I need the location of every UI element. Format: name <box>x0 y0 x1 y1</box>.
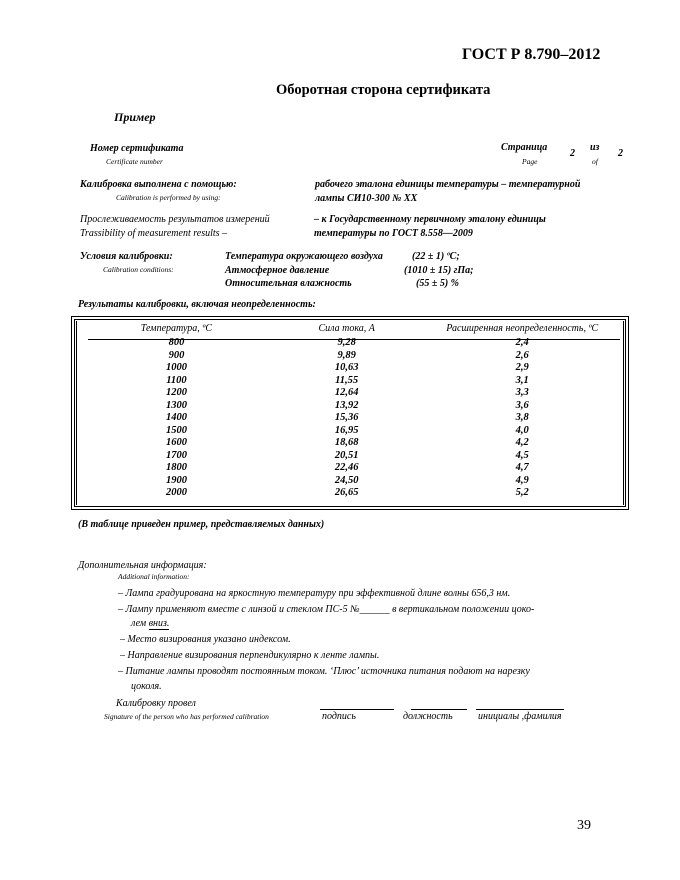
condition-humidity-label: Относительная влажность <box>225 278 352 289</box>
cell-current: 12,64 <box>334 387 359 398</box>
additional-item-2-cont-text: лем <box>131 618 147 629</box>
cell-temperature: 1600 <box>165 437 187 448</box>
traceability-label-en: Trassibility of measurement results – <box>80 228 228 239</box>
cell-current: 10,63 <box>334 362 359 373</box>
table-row <box>86 362 618 375</box>
cell-current: 22,46 <box>334 462 359 473</box>
additional-info-label: Дополнительная информация: <box>78 560 207 571</box>
cell-temperature: 1000 <box>165 362 187 373</box>
additional-item-2-cont <box>131 618 169 630</box>
additional-item-2-cont-underlined: вниз. <box>148 618 170 629</box>
cell-current: 26,65 <box>334 487 359 498</box>
cell-temperature: 900 <box>168 349 185 361</box>
cell-uncertainty: 4,2 <box>515 437 529 448</box>
cell-temperature: 1500 <box>165 424 187 436</box>
cell-temperature: 2000 <box>165 487 187 498</box>
conditions-label: Условия калибровки: <box>80 251 173 262</box>
calibration-by-label-en: Calibration is performed by using: <box>116 193 221 202</box>
additional-item-3: – Место визирования указано индексом. <box>120 634 291 645</box>
table-note: (В таблице приведен пример, представляемых данных) <box>78 519 325 530</box>
cell-uncertainty: 4,9 <box>515 474 529 486</box>
cell-uncertainty: 2,9 <box>515 362 529 373</box>
cell-temperature: 1800 <box>165 462 187 473</box>
cell-current: 9,28 <box>337 337 356 348</box>
conditions-label-en: Calibration conditions: <box>103 265 174 274</box>
total-pages-value: 2 <box>618 148 623 159</box>
cell-uncertainty: 4,5 <box>515 449 529 461</box>
results-table <box>86 323 618 500</box>
cell-uncertainty: 3,1 <box>515 374 529 386</box>
condition-pressure-value: (1010 ± 15) гПа; <box>404 265 474 276</box>
name-field-caption: инициалы ,фамилия <box>478 711 562 722</box>
cell-temperature: 1900 <box>165 474 187 486</box>
example-label: Пример <box>114 110 156 124</box>
cell-current: 13,92 <box>334 399 359 411</box>
results-table-frame <box>71 316 629 510</box>
cell-temperature: 1400 <box>165 412 187 423</box>
cell-uncertainty: 5,2 <box>515 487 529 498</box>
results-table-body <box>86 337 618 500</box>
additional-item-2: – Лампу применяют вместе с линзой и стеклом ПС-5 №______ в вертикальном положении цоко- <box>118 604 535 615</box>
cell-uncertainty: 2,4 <box>515 337 529 348</box>
cell-uncertainty: 3,6 <box>515 399 529 411</box>
cell-uncertainty: 4,0 <box>515 424 529 436</box>
cell-temperature: 1200 <box>165 387 187 398</box>
cert-number-label: Номер сертификата <box>90 143 184 154</box>
table-row <box>86 487 618 500</box>
table-row <box>86 387 618 400</box>
signature-label-en: Signature of the person who has performed calibration <box>104 712 269 721</box>
cell-current: 9,89 <box>337 349 356 361</box>
page-value: 2 <box>570 148 575 159</box>
of-label-en: of <box>592 157 598 166</box>
name-line <box>476 709 564 710</box>
signature-field-caption: подпись <box>322 711 356 722</box>
calibration-by-value-2: лампы СИ10-300 № ХХ <box>315 193 418 204</box>
table-row <box>86 412 618 425</box>
additional-item-1: – Лампа градуирована на яркостную температуру при эффективной длине волны 656,3 нм. <box>118 588 511 599</box>
of-label: из <box>590 142 600 153</box>
table-row <box>86 462 618 475</box>
additional-item-4: – Направление визирования перпендикулярно к ленте лампы. <box>120 650 380 661</box>
cell-uncertainty: 2,6 <box>515 349 529 361</box>
col-current: Сила тока, А <box>318 323 375 334</box>
cell-current: 16,95 <box>334 424 359 436</box>
table-row <box>86 375 618 388</box>
table-row <box>86 450 618 463</box>
page-number: 39 <box>577 818 591 833</box>
results-heading: Результаты калибровки, включая неопределенность: <box>78 299 316 310</box>
additional-item-5-cont: цоколя. <box>131 681 162 692</box>
additional-item-5: – Питание лампы проводят постоянным током. ‘Плюс’ источника питания подают на нарезку <box>118 666 530 677</box>
cell-current: 24,50 <box>334 474 359 486</box>
cell-temperature: 800 <box>168 337 185 348</box>
table-row <box>86 400 618 413</box>
traceability-label: Прослеживаемость результатов измерений <box>80 214 270 225</box>
cell-current: 18,68 <box>334 437 359 448</box>
additional-info-label-en: Additional information: <box>118 572 190 581</box>
condition-pressure-label: Атмосферное давление <box>225 265 330 276</box>
cell-current: 20,51 <box>334 449 359 461</box>
cell-uncertainty: 4,7 <box>515 462 529 473</box>
cell-temperature: 1100 <box>166 374 187 386</box>
standard-number: ГОСТ Р 8.790–2012 <box>462 46 601 63</box>
cell-current: 11,55 <box>335 374 359 386</box>
page-label-en: Page <box>522 157 538 166</box>
calibration-by-label: Калибровка выполнена с помощью: <box>80 179 237 190</box>
table-row <box>86 425 618 438</box>
table-row <box>86 350 618 363</box>
calibration-by-value-1: рабочего эталона единицы температуры – температурной <box>315 179 581 190</box>
table-row <box>86 337 618 350</box>
cell-temperature: 1300 <box>165 399 187 411</box>
position-line <box>411 709 467 710</box>
table-row <box>86 437 618 450</box>
cell-uncertainty: 3,8 <box>515 412 529 423</box>
cell-uncertainty: 3,3 <box>515 387 529 398</box>
signature-line <box>320 709 394 710</box>
col-temperature: Температура, ºС <box>140 323 213 334</box>
condition-humidity-value: (55 ± 5) % <box>416 278 459 289</box>
page-title: Оборотная сторона сертификата <box>276 82 491 98</box>
traceability-value-2: температуры по ГОСТ 8.558—2009 <box>314 228 473 239</box>
signature-label: Калибровку провел <box>116 698 196 709</box>
page-label: Страница <box>501 142 548 153</box>
col-uncertainty: Расширенная неопределенность, ºС <box>446 323 599 334</box>
condition-temp-value: (22 ± 1) ºС; <box>412 251 460 262</box>
traceability-value-1: – к Государственному первичному эталону единицы <box>314 214 546 225</box>
cell-current: 15,36 <box>334 412 359 423</box>
cell-temperature: 1700 <box>165 449 187 461</box>
cert-number-label-en: Certificate number <box>106 157 163 166</box>
condition-temp-label: Температура окружающего воздуха <box>225 251 383 262</box>
table-row <box>86 475 618 488</box>
position-field-caption: должность <box>403 711 453 722</box>
